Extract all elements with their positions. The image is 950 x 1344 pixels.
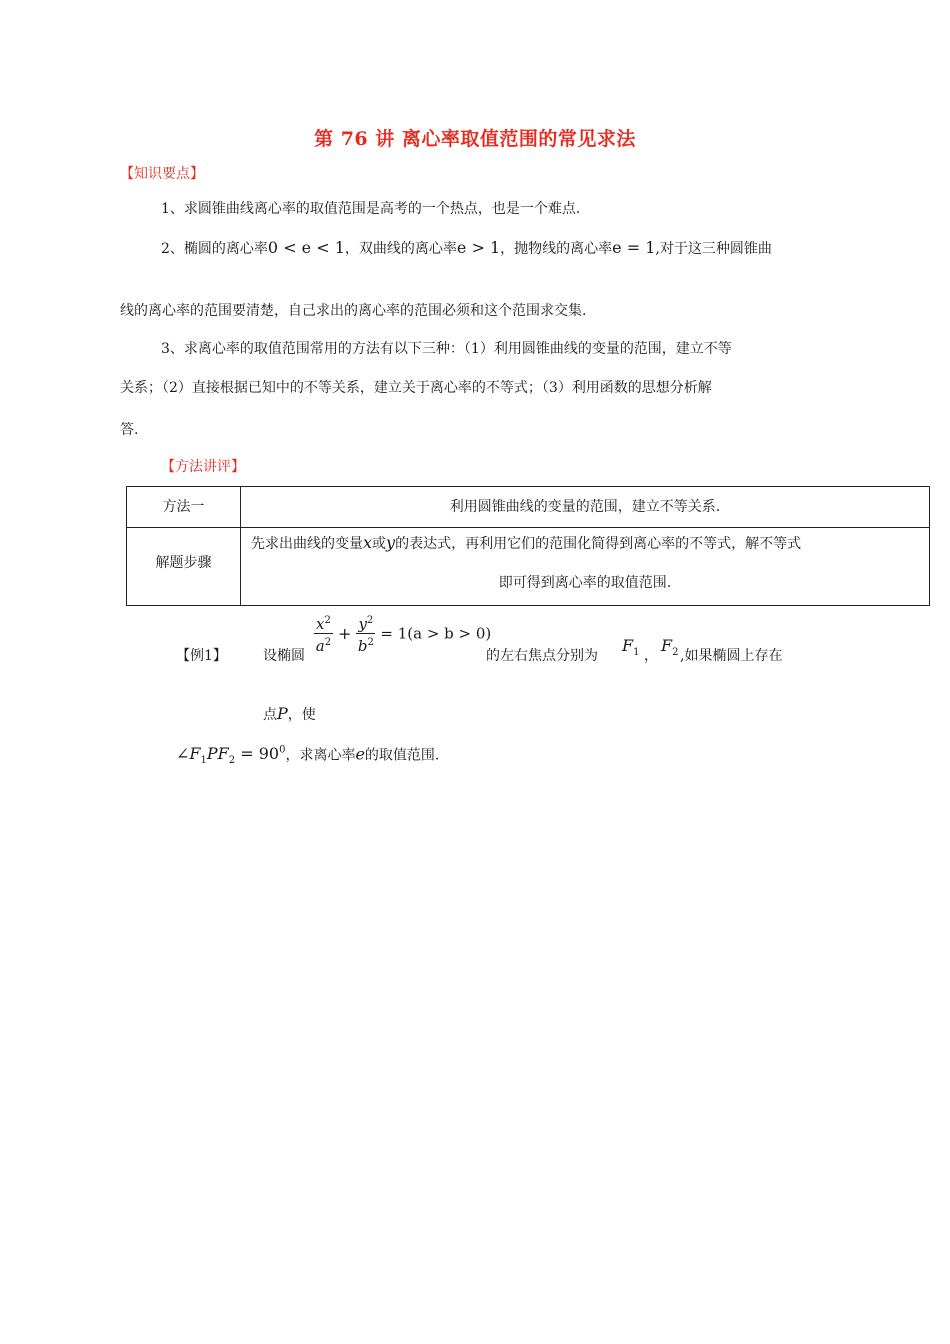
- example-text-h: 的取值范围.: [364, 747, 440, 764]
- table-cell-steps-line-1: [251, 533, 801, 553]
- table-cell-steps-label: 解题步骤: [155, 555, 212, 571]
- paragraph-3-line-2: 关系；（2）直接根据已知中的不等关系，建立关于离心率的不等式；（3）利用函数的思想分析解: [120, 380, 712, 396]
- example-comma: ，: [644, 648, 658, 664]
- focus-f1: $F_1$: [622, 636, 640, 659]
- method-table: [126, 486, 930, 606]
- example-text-g: ，求离心率: [285, 747, 356, 764]
- paragraph-2-line-2: 线的离心率的范围要清楚，自己求出的离心率的范围必须和这个范围求交集.: [120, 303, 587, 319]
- paragraph-2-text-d: ,对于这三种圆锥曲: [655, 241, 772, 257]
- ellipse-equation: $\frac{x^2}{a^2}$ + $\frac{y^2}{b^2}$ = 1(a > b > 0): [314, 612, 491, 655]
- angle-expression: $\angle F_1PF_2 = 90^0$: [176, 744, 286, 767]
- fraction-y-over-b: $\frac{y^2}{b^2}$: [356, 612, 375, 655]
- example-line-3: [176, 741, 439, 772]
- section-knowledge-heading: 【知识要点】: [120, 166, 204, 182]
- page-title: 第 76 讲 离心率取值范围的常见求法: [314, 128, 636, 150]
- example-text-e: 点: [263, 707, 277, 723]
- section-method-heading: 【方法讲评】: [161, 459, 245, 475]
- paragraph-3-line-3: 答.: [120, 422, 139, 438]
- steps-text-or: 或: [372, 536, 387, 552]
- paragraph-1: 1、求圆锥曲线离心率的取值范围是高考的一个热点，也是一个难点.: [161, 201, 581, 217]
- math-e: e: [355, 744, 365, 764]
- example-text-b: 的左右焦点分别为: [486, 648, 598, 664]
- math-ellipse-range: 0 < e < 1: [267, 238, 345, 257]
- math-hyperbola-range: e > 1: [456, 238, 501, 257]
- paragraph-3-line-1: 3、求离心率的取值范围常用的方法有以下三种：（1）利用圆锥曲线的变量的范围，建立不等: [161, 341, 732, 357]
- math-y: y: [386, 533, 396, 552]
- example-text-a: 设椭圆: [263, 648, 305, 664]
- example-line-2: [263, 704, 316, 725]
- example-text-f: ，使: [287, 707, 316, 723]
- math-parabola-value: e = 1: [612, 238, 656, 257]
- equation-rest: = 1(a > b > 0): [380, 624, 492, 643]
- paragraph-2-text-b: ，双曲线的离心率: [344, 241, 457, 257]
- table-cell-method-text: 利用圆锥曲线的变量的范围，建立不等关系.: [449, 499, 721, 515]
- paragraph-2-text-c: ，抛物线的离心率: [500, 241, 613, 257]
- table-cell-method-label: 方法一: [162, 499, 205, 515]
- steps-text-a: 先求出曲线的变量: [251, 536, 363, 552]
- paragraph-2-text-a: 2、椭圆的离心率: [161, 241, 268, 257]
- fraction-x-over-a: $\frac{x^2}{a^2}$: [314, 612, 333, 655]
- steps-text-b: 的表达式，再利用它们的范围化简得到离心率的不等式，解不等式: [395, 536, 802, 552]
- example-label: 【例1】: [176, 648, 227, 664]
- table-row-divider: [127, 527, 929, 528]
- table-cell-steps-line-2: 即可得到离心率的取值范围.: [498, 575, 672, 591]
- focus-f2: $F_2$: [661, 636, 679, 659]
- example-text-d: ,如果椭圆上存在: [680, 648, 783, 664]
- paragraph-2-line-1: [161, 238, 772, 259]
- math-x: x: [363, 533, 373, 552]
- point-p: P: [277, 704, 288, 723]
